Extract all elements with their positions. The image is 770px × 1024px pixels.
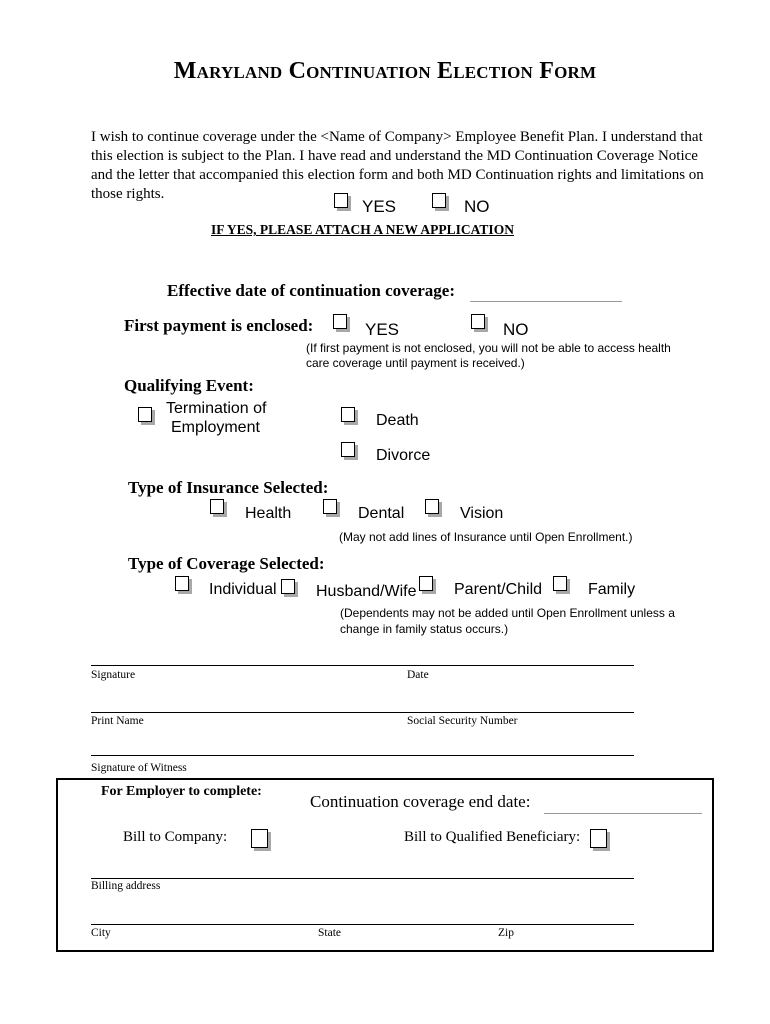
state-caption: State [318,927,341,939]
print-name-line[interactable] [91,712,634,713]
individual-checkbox[interactable] [175,576,189,591]
election-no-label: NO [464,197,490,216]
death-label: Death [376,412,419,429]
election-yes-checkbox[interactable] [334,193,348,208]
vision-label: Vision [460,505,504,522]
city-state-zip-line[interactable] [91,924,634,925]
intro-paragraph: I wish to continue coverage under the <Name of Company> Employee Benefit Plan. I understand that this election is subject to the Plan. I have read and understand the MD Continuation Coverage Notice and the letter that accompanied this election form and both MD Continuation rights and limitations on those rights. [91,129,704,202]
employer-heading: For Employer to complete: [101,784,262,799]
bill-company-label: Bill to Company: [123,829,228,845]
witness-caption: Signature of Witness [91,762,187,774]
print-name-caption: Print Name [91,715,144,727]
husband-wife-checkbox[interactable] [281,579,295,594]
first-payment-yes-checkbox[interactable] [333,314,347,329]
husband-wife-label: Husband/Wife [316,583,417,600]
form-title: Maryland Continuation Election Form [173,58,597,84]
dental-label: Dental [358,505,405,522]
first-payment-no-checkbox[interactable] [471,314,485,329]
signature-caption: Signature [91,669,136,681]
effective-date-label: Effective date of continuation coverage: [167,281,455,300]
effective-date-field[interactable] [470,301,622,302]
individual-label: Individual [209,581,277,598]
date-caption: Date [407,669,429,681]
divorce-label: Divorce [376,447,431,464]
end-date-field[interactable] [544,813,702,814]
termination-label-line1: Termination of [166,400,267,417]
city-caption: City [91,927,111,939]
attach-application-note: IF YES, PLEASE ATTACH A NEW APPLICATION [211,222,514,237]
divorce-checkbox[interactable] [341,442,355,457]
signature-line[interactable] [91,665,634,666]
dental-checkbox[interactable] [323,499,337,514]
family-checkbox[interactable] [553,576,567,591]
billing-address-line[interactable] [91,878,634,879]
coverage-type-heading: Type of Coverage Selected: [128,554,325,573]
end-date-label: Continuation coverage end date: [310,792,531,811]
first-payment-note-line1: (If first payment is not enclosed, you will not be able to access health [306,341,671,355]
insurance-type-heading: Type of Insurance Selected: [128,478,329,497]
bill-beneficiary-label: Bill to Qualified Beneficiary: [404,829,581,845]
first-payment-yes-label: YES [365,320,400,339]
parent-child-checkbox[interactable] [419,576,433,591]
bill-beneficiary-checkbox[interactable] [590,829,607,848]
death-checkbox[interactable] [341,407,355,422]
health-label: Health [245,505,292,522]
election-yes-label: YES [362,197,397,216]
election-no-checkbox[interactable] [432,193,446,208]
billing-address-caption: Billing address [91,880,161,892]
first-payment-note-line2: care coverage until payment is received.) [306,356,525,370]
qualifying-event-heading: Qualifying Event: [124,376,254,395]
termination-checkbox[interactable] [138,407,152,422]
witness-line[interactable] [91,755,634,756]
first-payment-no-label: NO [503,320,529,339]
health-checkbox[interactable] [210,499,224,514]
bill-company-checkbox[interactable] [251,829,268,848]
zip-caption: Zip [498,927,514,939]
first-payment-label: First payment is enclosed: [124,316,314,335]
family-label: Family [588,581,636,598]
coverage-type-note-line1: (Dependents may not be added until Open Enrollment unless a [340,606,675,620]
coverage-type-note-line2: change in family status occurs.) [340,622,509,636]
parent-child-label: Parent/Child [454,581,543,598]
ssn-caption: Social Security Number [407,715,518,727]
insurance-type-note: (May not add lines of Insurance until Open Enrollment.) [339,530,633,544]
termination-label-line2: Employment [171,419,260,436]
vision-checkbox[interactable] [425,499,439,514]
